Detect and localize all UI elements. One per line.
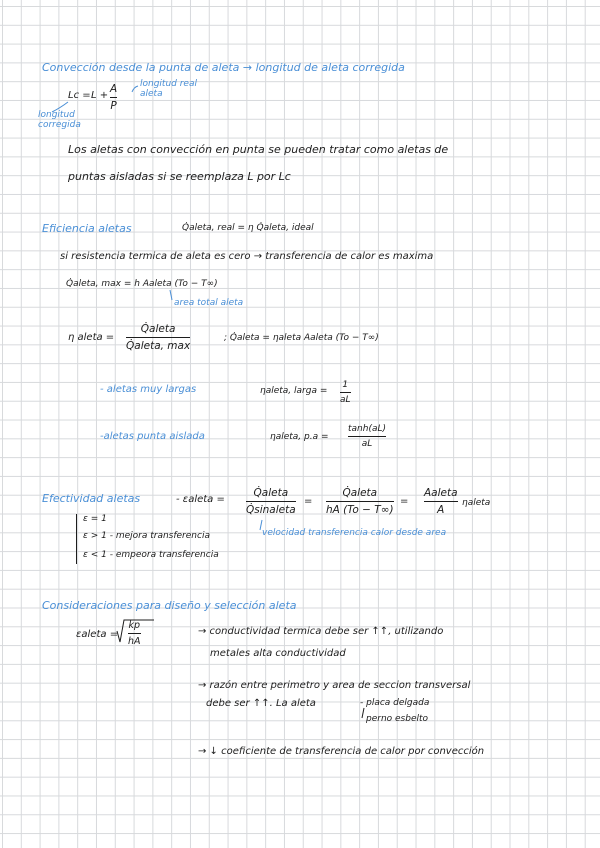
eta-long-denominator: aL bbox=[340, 395, 351, 405]
fraction-numerator: A bbox=[110, 83, 118, 95]
fin-option-pin: perno esbelto bbox=[366, 714, 429, 724]
note-total-area: area total aleta bbox=[174, 298, 244, 308]
eta-insulated-denominator: aL bbox=[361, 439, 373, 449]
item-3-line-1: → ↓ coeficiente de transferencia de calor por convección bbox=[198, 746, 485, 757]
heading-convection-tip: Convección desde la punta de aleta → longitud de aleta corregida bbox=[42, 61, 405, 74]
item-1-line-2: metales alta conductividad bbox=[210, 648, 346, 659]
case-equal: ε = 1 bbox=[83, 514, 107, 524]
note-real-length: longitud real aleta bbox=[140, 79, 197, 99]
zero-resistance-statement: si resistencia termica de aleta es cero → transferencia de calor es maxima bbox=[60, 251, 434, 262]
eta-lhs: η aleta = bbox=[68, 332, 115, 343]
qmax-equation: Q̇aleta, max = h Aaleta (To − T∞) bbox=[66, 279, 218, 289]
lc-symbol: Lc = bbox=[68, 90, 91, 101]
label-long-fins: - aletas muy largas bbox=[100, 384, 197, 395]
item-1-line-1: → conductividad termica debe ser ↑↑, utilizando bbox=[198, 626, 444, 637]
eta-insulated-numerator: tanh(aL) bbox=[348, 424, 387, 434]
heading-fin-effectiveness: Efectividad aletas bbox=[42, 492, 141, 505]
fraction-1-denominator: Q̇sinaleta bbox=[246, 504, 296, 516]
note-heat-rate-area: velocidad transferencia calor desde area bbox=[262, 528, 447, 538]
eta-denominator: Q̇aleta, max bbox=[126, 340, 191, 352]
l-term: L + bbox=[91, 90, 109, 101]
equals-sign-3: = bbox=[400, 496, 409, 507]
eta-insulated-lhs: ηaleta, p.a = bbox=[270, 432, 329, 442]
item-2-line-1: → razón entre perimetro y area de seccion transversal bbox=[198, 680, 471, 691]
efficiency-definition: Q̇aleta, real = η Q̇aleta, ideal bbox=[182, 223, 314, 233]
note-corrected-length: longitud corregida bbox=[38, 110, 81, 130]
fraction-2-numerator: Q̇aleta bbox=[342, 487, 378, 499]
effectiveness-lhs: - εaleta = bbox=[176, 494, 225, 505]
fin-option-plate: - placa delgada bbox=[360, 698, 430, 708]
fraction-1-numerator: Q̇aleta bbox=[253, 487, 289, 499]
case-greater: ε > 1 - mejora transferencia bbox=[83, 531, 210, 541]
fraction-3-numerator: Aaleta bbox=[424, 487, 458, 499]
eta-fin-tail: ηaleta bbox=[462, 498, 491, 508]
fraction-denominator: P bbox=[110, 100, 117, 112]
design-epsilon-lhs: εaleta = bbox=[76, 629, 119, 640]
body-line-2: puntas aisladas si se reemplaza L por Lc bbox=[68, 170, 291, 183]
sqrt-denominator: hA bbox=[128, 636, 141, 647]
case-less: ε < 1 - empeora transferencia bbox=[83, 550, 219, 560]
heading-design-considerations: Consideraciones para diseño y selección aleta bbox=[42, 599, 297, 612]
eta-numerator: Q̇aleta bbox=[140, 323, 176, 335]
label-insulated-tip: -aletas punta aislada bbox=[100, 431, 205, 442]
eta-heat-rate: ; Q̇aleta = ηaleta Aaleta (To − T∞) bbox=[224, 333, 379, 343]
eta-long-numerator: 1 bbox=[342, 380, 349, 390]
heading-fin-efficiency: Eficiencia aletas bbox=[42, 222, 132, 235]
fraction-2-denominator: hA (To − T∞) bbox=[326, 504, 394, 516]
sqrt-numerator: kp bbox=[128, 620, 141, 631]
eta-long-lhs: ηaleta, larga = bbox=[260, 386, 328, 396]
fraction-3-denominator: A bbox=[437, 504, 445, 516]
item-2-line-2: debe ser ↑↑. La aleta bbox=[206, 698, 316, 709]
body-line-1: Los aletas con convección en punta se pueden tratar como aletas de bbox=[68, 143, 449, 156]
equals-sign-2: = bbox=[304, 496, 313, 507]
